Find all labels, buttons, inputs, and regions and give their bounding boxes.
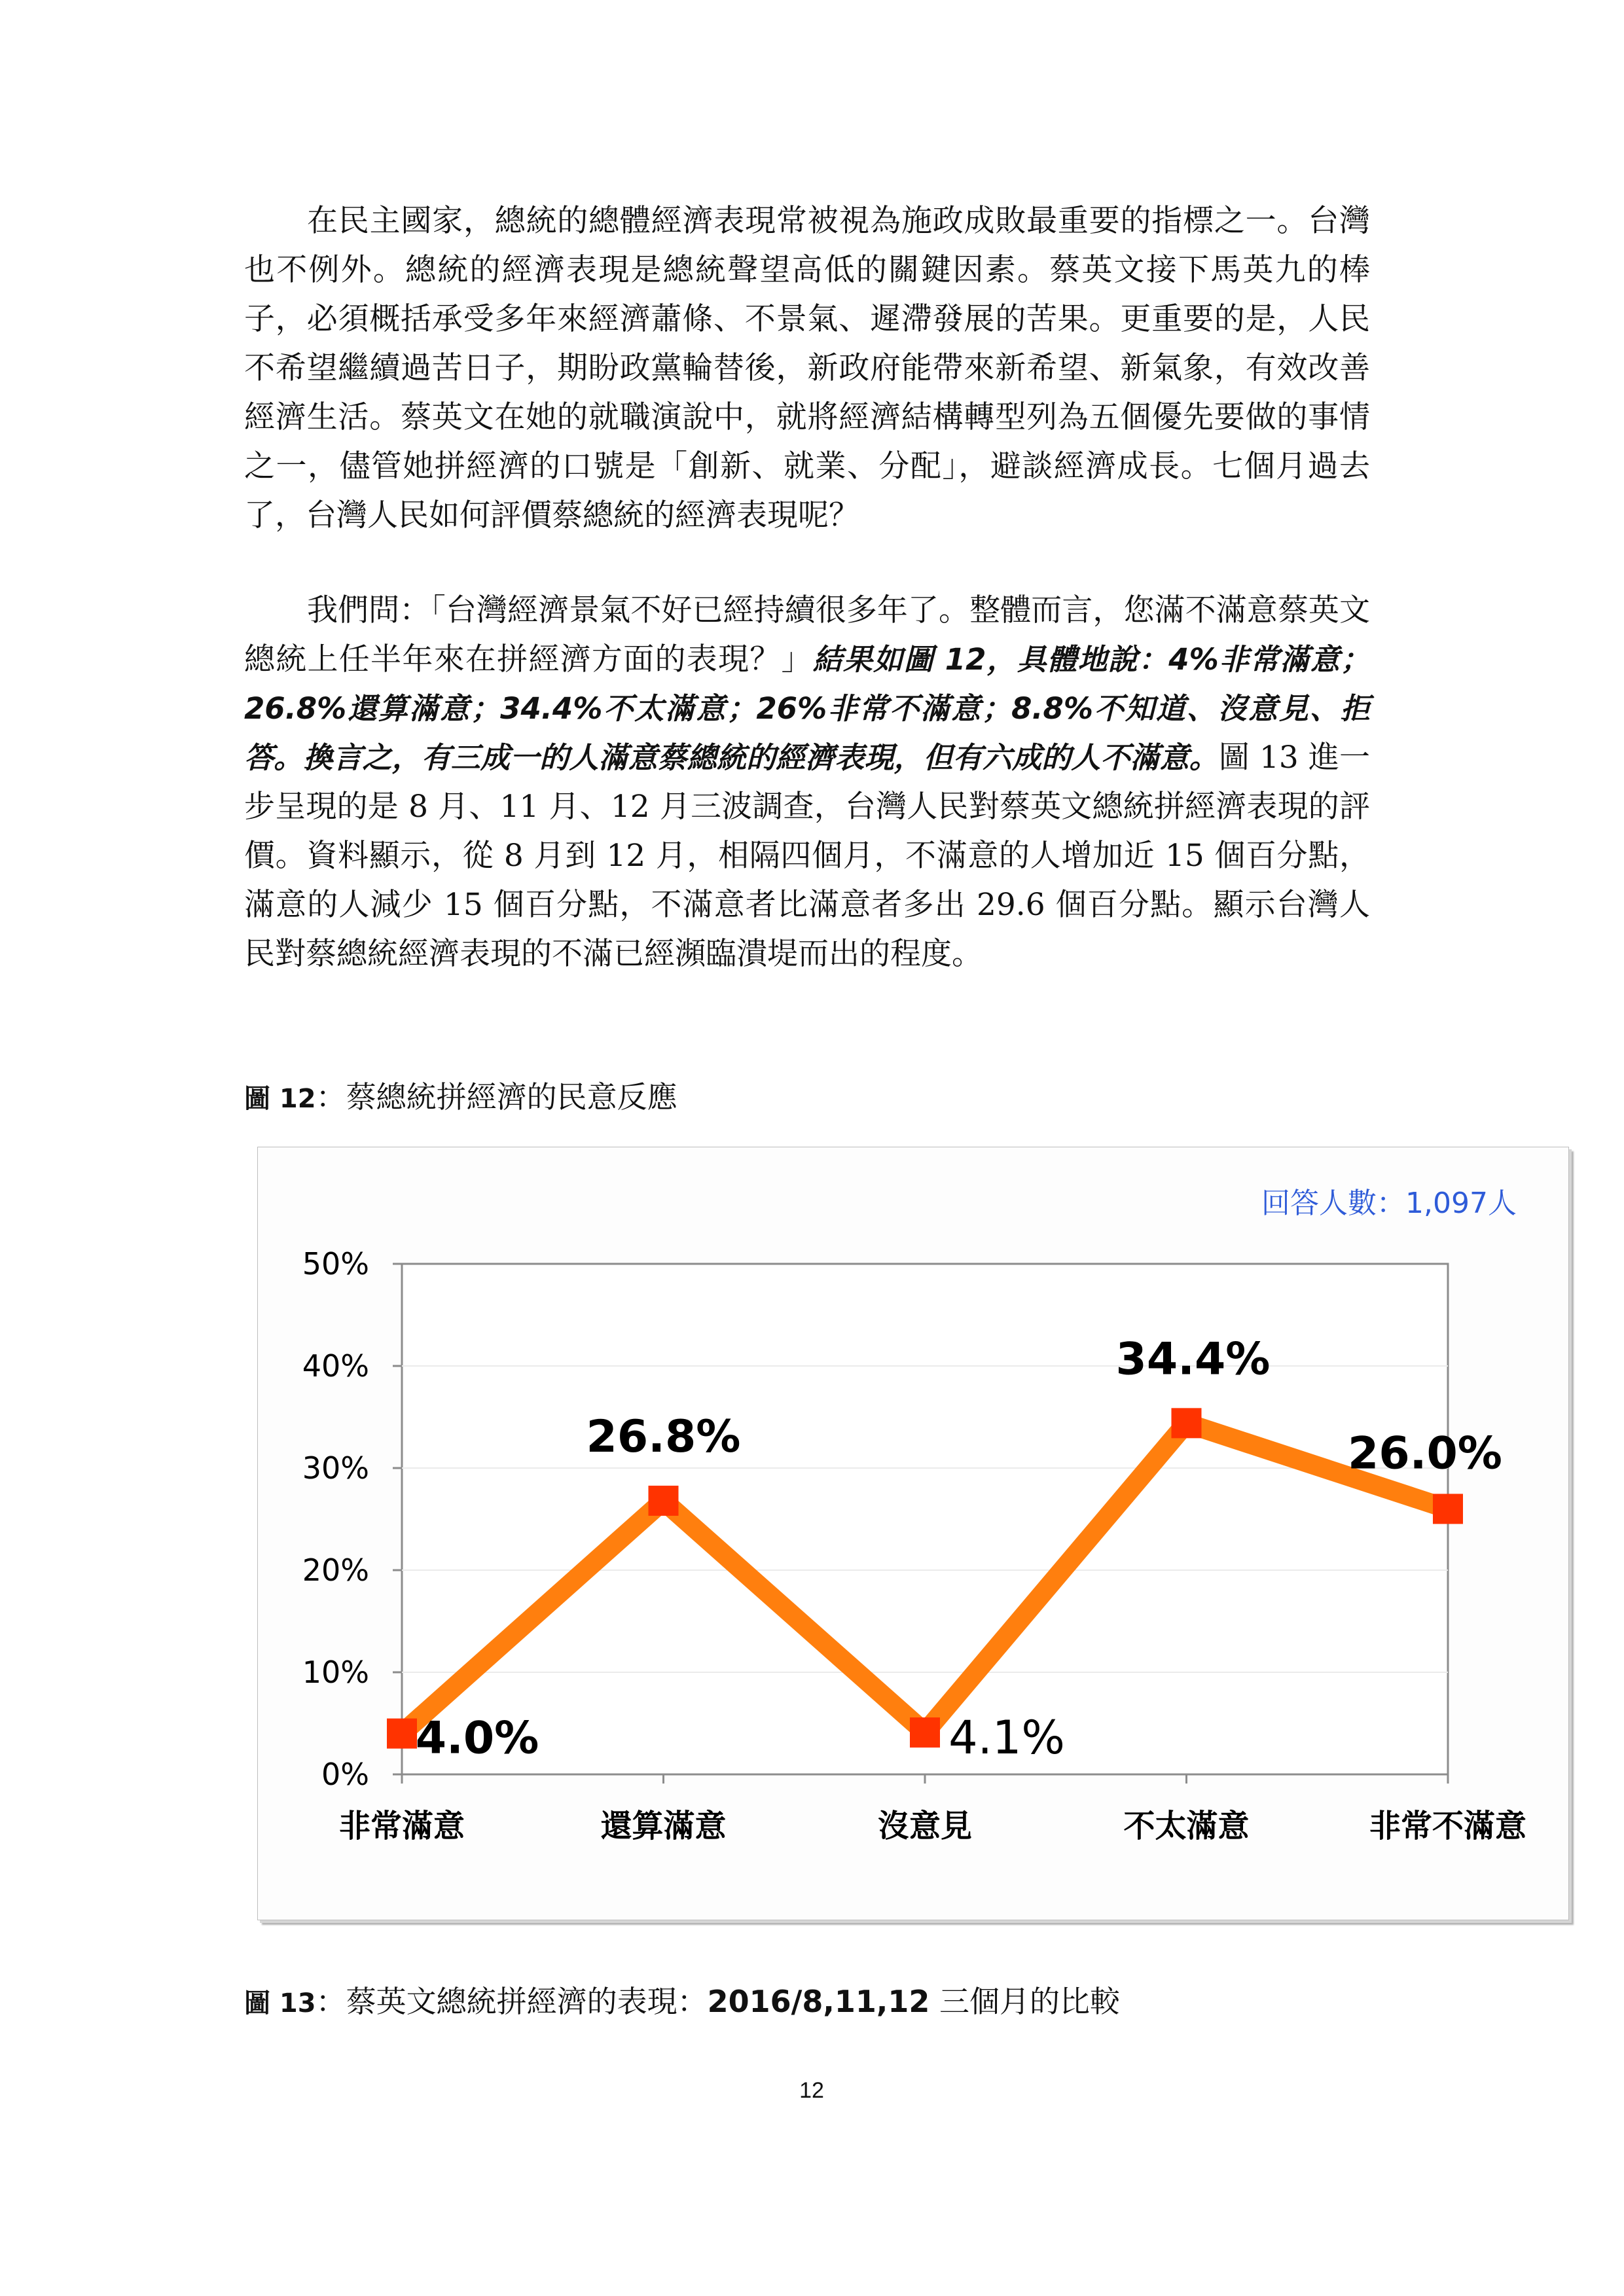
figure-12-chart xyxy=(257,1147,1569,1920)
figure-12-colon: ： xyxy=(316,1079,346,1115)
figure-13-label: 圖 13 xyxy=(244,1988,316,2018)
paragraph-2-rest: 圖 13 進一步呈現的是 8 月、11 月、12 月三波調查，台灣人民對蔡英文總統拼經濟表現的評價。資料顯示，從 8 月到 12 月，相隔四個月，不滿意的人增加近 15 個百分點，滿意的人減少 15 個百分點，不滿意者比滿意者多出 29.6 個百分點。顯示台灣人民對蔡總統經濟表現的不滿已經瀕臨潰堤而出的程度。 xyxy=(244,740,1370,972)
data-label: 34.4% xyxy=(1115,1333,1271,1386)
respondent-count-annotation: 回答人數：1,097人 xyxy=(1261,1187,1517,1220)
x-tick-label: 非常不滿意 xyxy=(1369,1808,1527,1844)
x-tick-label: 非常滿意 xyxy=(338,1808,465,1844)
y-tick-label: 10% xyxy=(302,1655,369,1690)
data-point-marker xyxy=(1172,1408,1202,1438)
figure-13-date: 2016/8,11,12 xyxy=(707,1984,930,2019)
paragraph-2-intro: 我們問：「台灣經濟景氣不好已經持續很多年了。整體而言，您滿不滿意蔡英文總統上任半年來在拼經濟方面的表現？」 xyxy=(244,592,1370,677)
gridlines xyxy=(402,1264,1448,1774)
figure-12-title: 蔡總統拼經濟的民意反應 xyxy=(346,1079,677,1115)
x-tick-label: 沒意見 xyxy=(877,1808,973,1844)
figure-13-title-c: 三個月的比較 xyxy=(929,1984,1121,2019)
figure-13-title-a: 蔡英文總統拼經濟的表現： xyxy=(346,1984,708,2019)
plot-area xyxy=(402,1264,1448,1774)
data-label: 26.0% xyxy=(1348,1427,1502,1480)
paragraph-2-emphasis: 結果如圖 12，具體地說：4%非常滿意；26.8%還算滿意；34.4%不太滿意；26%非常不滿意；8.8%不知道、沒意見、拒答。換言之，有三成一的人滿意蔡總統的經濟表現，但有六成的人不滿意。 xyxy=(244,642,1370,775)
data-label: 26.8% xyxy=(586,1410,741,1463)
paragraph-1: 在民主國家，總統的總體經濟表現常被視為施政成敗最重要的指標之一。台灣也不例外。總統的經濟表現是總統聲望高低的關鍵因素。蔡英文接下馬英九的棒子，必須概括承受多年來經濟蕭條、不景氣、遲滯發展的苦果。更重要的是，人民不希望繼續過苦日子，期盼政黨輪替後，新政府能帶來新希望、新氣象，有效改善經濟生活。蔡英文在她的就職演說中，就將經濟結構轉型列為五個優先要做的事情之一，儘管她拼經濟的口號是「創新、就業、分配」，避談經濟成長。七個月過去了，台灣人民如何評價蔡總統的經濟表現呢？ xyxy=(244,203,1370,533)
page-number: 12 xyxy=(799,2078,824,2103)
data-label: 4.1% xyxy=(948,1711,1065,1765)
data-point-marker xyxy=(1433,1494,1463,1524)
paragraph-2 xyxy=(244,586,1370,978)
x-tick-label: 不太滿意 xyxy=(1123,1808,1250,1844)
data-point-marker xyxy=(649,1486,679,1516)
data-point-marker xyxy=(387,1719,417,1749)
line-chart xyxy=(258,1147,1568,1920)
y-tick-label: 0% xyxy=(321,1757,369,1792)
data-point-marker xyxy=(910,1717,940,1748)
x-tick-label: 還算滿意 xyxy=(600,1808,727,1844)
data-label: 4.0% xyxy=(415,1712,539,1765)
y-tick-label: 50% xyxy=(302,1246,369,1282)
figure-12-label: 圖 12 xyxy=(244,1084,316,1114)
figure-13-colon: ： xyxy=(316,1984,346,2019)
figure-13-caption xyxy=(244,1978,1120,2021)
y-tick-label: 40% xyxy=(302,1348,369,1384)
figure-12-caption xyxy=(244,1073,677,1117)
y-tick-label: 30% xyxy=(302,1450,369,1486)
y-tick-label: 20% xyxy=(302,1552,369,1588)
